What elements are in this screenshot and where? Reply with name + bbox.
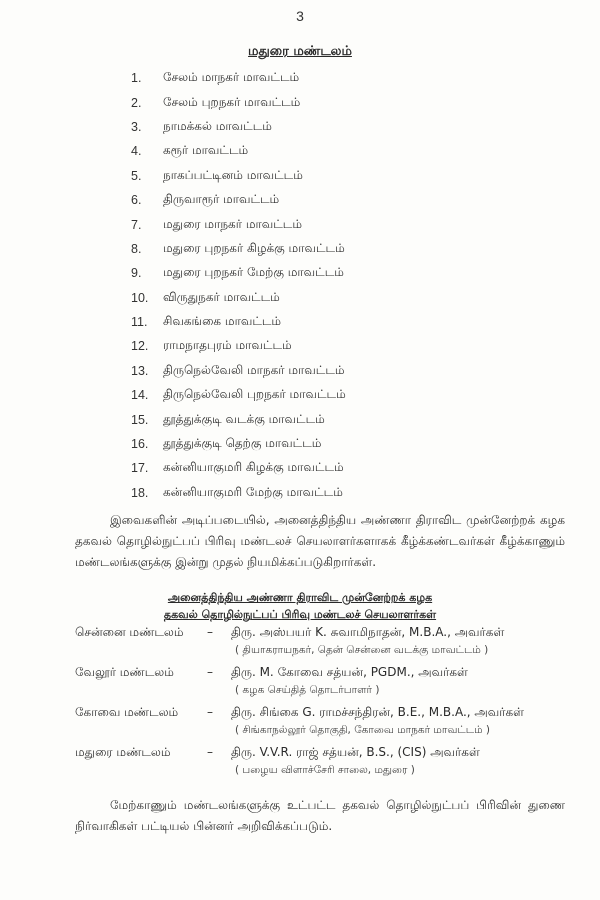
item-number: 4.: [131, 144, 142, 159]
list-item: [131, 90, 346, 114]
district-name: சிவகங்கை மாவட்டம்: [163, 314, 282, 329]
officer-row: [75, 625, 575, 657]
officer-name: திரு. சிங்கை G. ராமச்சந்திரன், B.E., M.B.A., அவர்கள்: [231, 705, 524, 719]
dash: –: [207, 665, 213, 679]
district-name: திருவாரூர் மாவட்டம்: [163, 192, 280, 207]
page-number: 3: [296, 8, 304, 24]
item-number: 13.: [131, 363, 149, 378]
zone-name: கோவை மண்டலம்: [75, 705, 179, 719]
district-name: ராமநாதபுரம் மாவட்டம்: [163, 338, 292, 353]
officers-list: [75, 625, 575, 785]
list-item: [131, 286, 346, 310]
item-number: 5.: [131, 168, 142, 183]
item-number: 12.: [131, 339, 149, 354]
section-title: மதுரை மண்டலம்: [248, 44, 352, 59]
officer-row: [75, 705, 575, 737]
item-number: 10.: [131, 290, 149, 305]
officer-row: [75, 745, 575, 777]
officers-heading-line2: தகவல் தொழில்நுட்பப் பிரிவு மண்டலச் செயலாளர்கள்: [163, 608, 437, 621]
district-list: [131, 66, 346, 505]
list-item: [131, 237, 346, 261]
item-number: 8.: [131, 241, 142, 256]
officer-name: திரு. M. கோவை சத்யன், PGDM., அவர்கள்: [231, 665, 468, 679]
item-number: 7.: [131, 217, 142, 232]
district-name: திருநெல்வேலி புறநகர் மாவட்டம்: [163, 387, 346, 402]
item-number: 3.: [131, 119, 142, 134]
item-number: 16.: [131, 437, 149, 452]
officer-note: ( தியாகராயநகர், தென் சென்னை வடக்கு மாவட்டம் ): [235, 644, 489, 656]
list-item: [131, 481, 346, 505]
appointment-paragraph: [75, 510, 565, 573]
list-item: [131, 115, 346, 139]
officer-note: ( சிங்காநல்லூர் தொகுதி, கோவை மாநகர் மாவட்டம் ): [235, 724, 490, 736]
list-item: [131, 261, 346, 285]
district-name: நாமக்கல் மாவட்டம்: [163, 118, 272, 133]
dash: –: [207, 625, 213, 639]
closing-paragraph: [75, 795, 565, 837]
district-name: சேலம் புறநகர் மாவட்டம்: [163, 94, 301, 109]
zone-name: சென்னை மண்டலம்: [75, 625, 184, 639]
officer-note: ( பழைய விளாச்சேரி சாலை, மதுரை ): [235, 764, 415, 776]
district-name: சேலம் மாநகர் மாவட்டம்: [163, 70, 300, 85]
zone-name: வேலூர் மண்டலம்: [75, 665, 174, 679]
officer-note: ( கழக செய்தித் தொடர்பாளர் ): [235, 684, 380, 696]
item-number: 9.: [131, 266, 142, 281]
district-name: விருதுநகர் மாவட்டம்: [163, 289, 280, 304]
district-name: தூத்துக்குடி வடக்கு மாவட்டம்: [163, 411, 325, 426]
item-number: 15.: [131, 412, 149, 427]
list-item: [131, 383, 346, 407]
zone-name: மதுரை மண்டலம்: [75, 745, 171, 759]
list-item: [131, 212, 346, 236]
officers-heading-line1: அனைத்திந்திய அண்ணா திராவிட முன்னேற்றக் கழக: [167, 591, 433, 604]
district-name: மதுரை புறநகர் கிழக்கு மாவட்டம்: [163, 240, 345, 255]
list-item: [131, 139, 346, 163]
dash: –: [207, 745, 213, 759]
officer-name: திரு. அஸ்பயர் K. சுவாமிநாதன், M.B.A., அவர்கள்: [231, 625, 505, 639]
list-item: [131, 164, 346, 188]
district-name: கன்னியாகுமரி கிழக்கு மாவட்டம்: [163, 460, 344, 475]
district-name: கரூர் மாவட்டம்: [163, 143, 249, 158]
district-name: கன்னியாகுமரி மேற்கு மாவட்டம்: [163, 484, 343, 499]
officers-heading: [0, 589, 600, 623]
list-item: [131, 310, 346, 334]
item-number: 11.: [131, 315, 148, 330]
item-number: 17.: [131, 461, 149, 476]
item-number: 18.: [131, 485, 149, 500]
list-item: [131, 432, 346, 456]
district-name: திருநெல்வேலி மாநகர் மாவட்டம்: [163, 362, 345, 377]
list-item: [131, 188, 346, 212]
district-name: மதுரை மாநகர் மாவட்டம்: [163, 216, 302, 231]
closing-text: மேற்காணும் மண்டலங்களுக்கு உட்பட்ட தகவல் தொழில்நுட்பப் பிரிவின் துணை நிர்வாகிகள் பட்டியல் பின்னர் அறிவிக்கப்படும்.: [75, 798, 565, 833]
list-item: [131, 359, 346, 383]
district-name: தூத்துக்குடி தெற்கு மாவட்டம்: [163, 436, 322, 451]
list-item: [131, 66, 346, 90]
item-number: 14.: [131, 388, 149, 403]
list-item: [131, 456, 346, 480]
list-item: [131, 407, 346, 431]
appointment-text: இவைகளின் அடிப்படையில், அனைத்திந்திய அண்ணா திராவிட முன்னேற்றக் கழக தகவல் தொழில்நுட்பப் பிரிவு மண்டலச் செயலாளர்களாகக் கீழ்க்கண்டவர்கள் கீழ்க்காணும் மண்டலங்களுக்கு இன்று முதல் நியமிக்கப்படுகிறார்கள்.: [75, 513, 565, 569]
item-number: 6.: [131, 193, 142, 208]
officer-row: [75, 665, 575, 697]
district-name: நாகப்பட்டினம் மாவட்டம்: [163, 167, 303, 182]
list-item: [131, 334, 346, 358]
district-name: மதுரை புறநகர் மேற்கு மாவட்டம்: [163, 265, 344, 280]
officer-name: திரு. V.V.R. ராஜ் சத்யன், B.S., (CIS) அவர்கள்: [231, 745, 480, 759]
dash: –: [207, 705, 213, 719]
item-number: 2.: [131, 95, 142, 110]
item-number: 1.: [131, 71, 142, 86]
